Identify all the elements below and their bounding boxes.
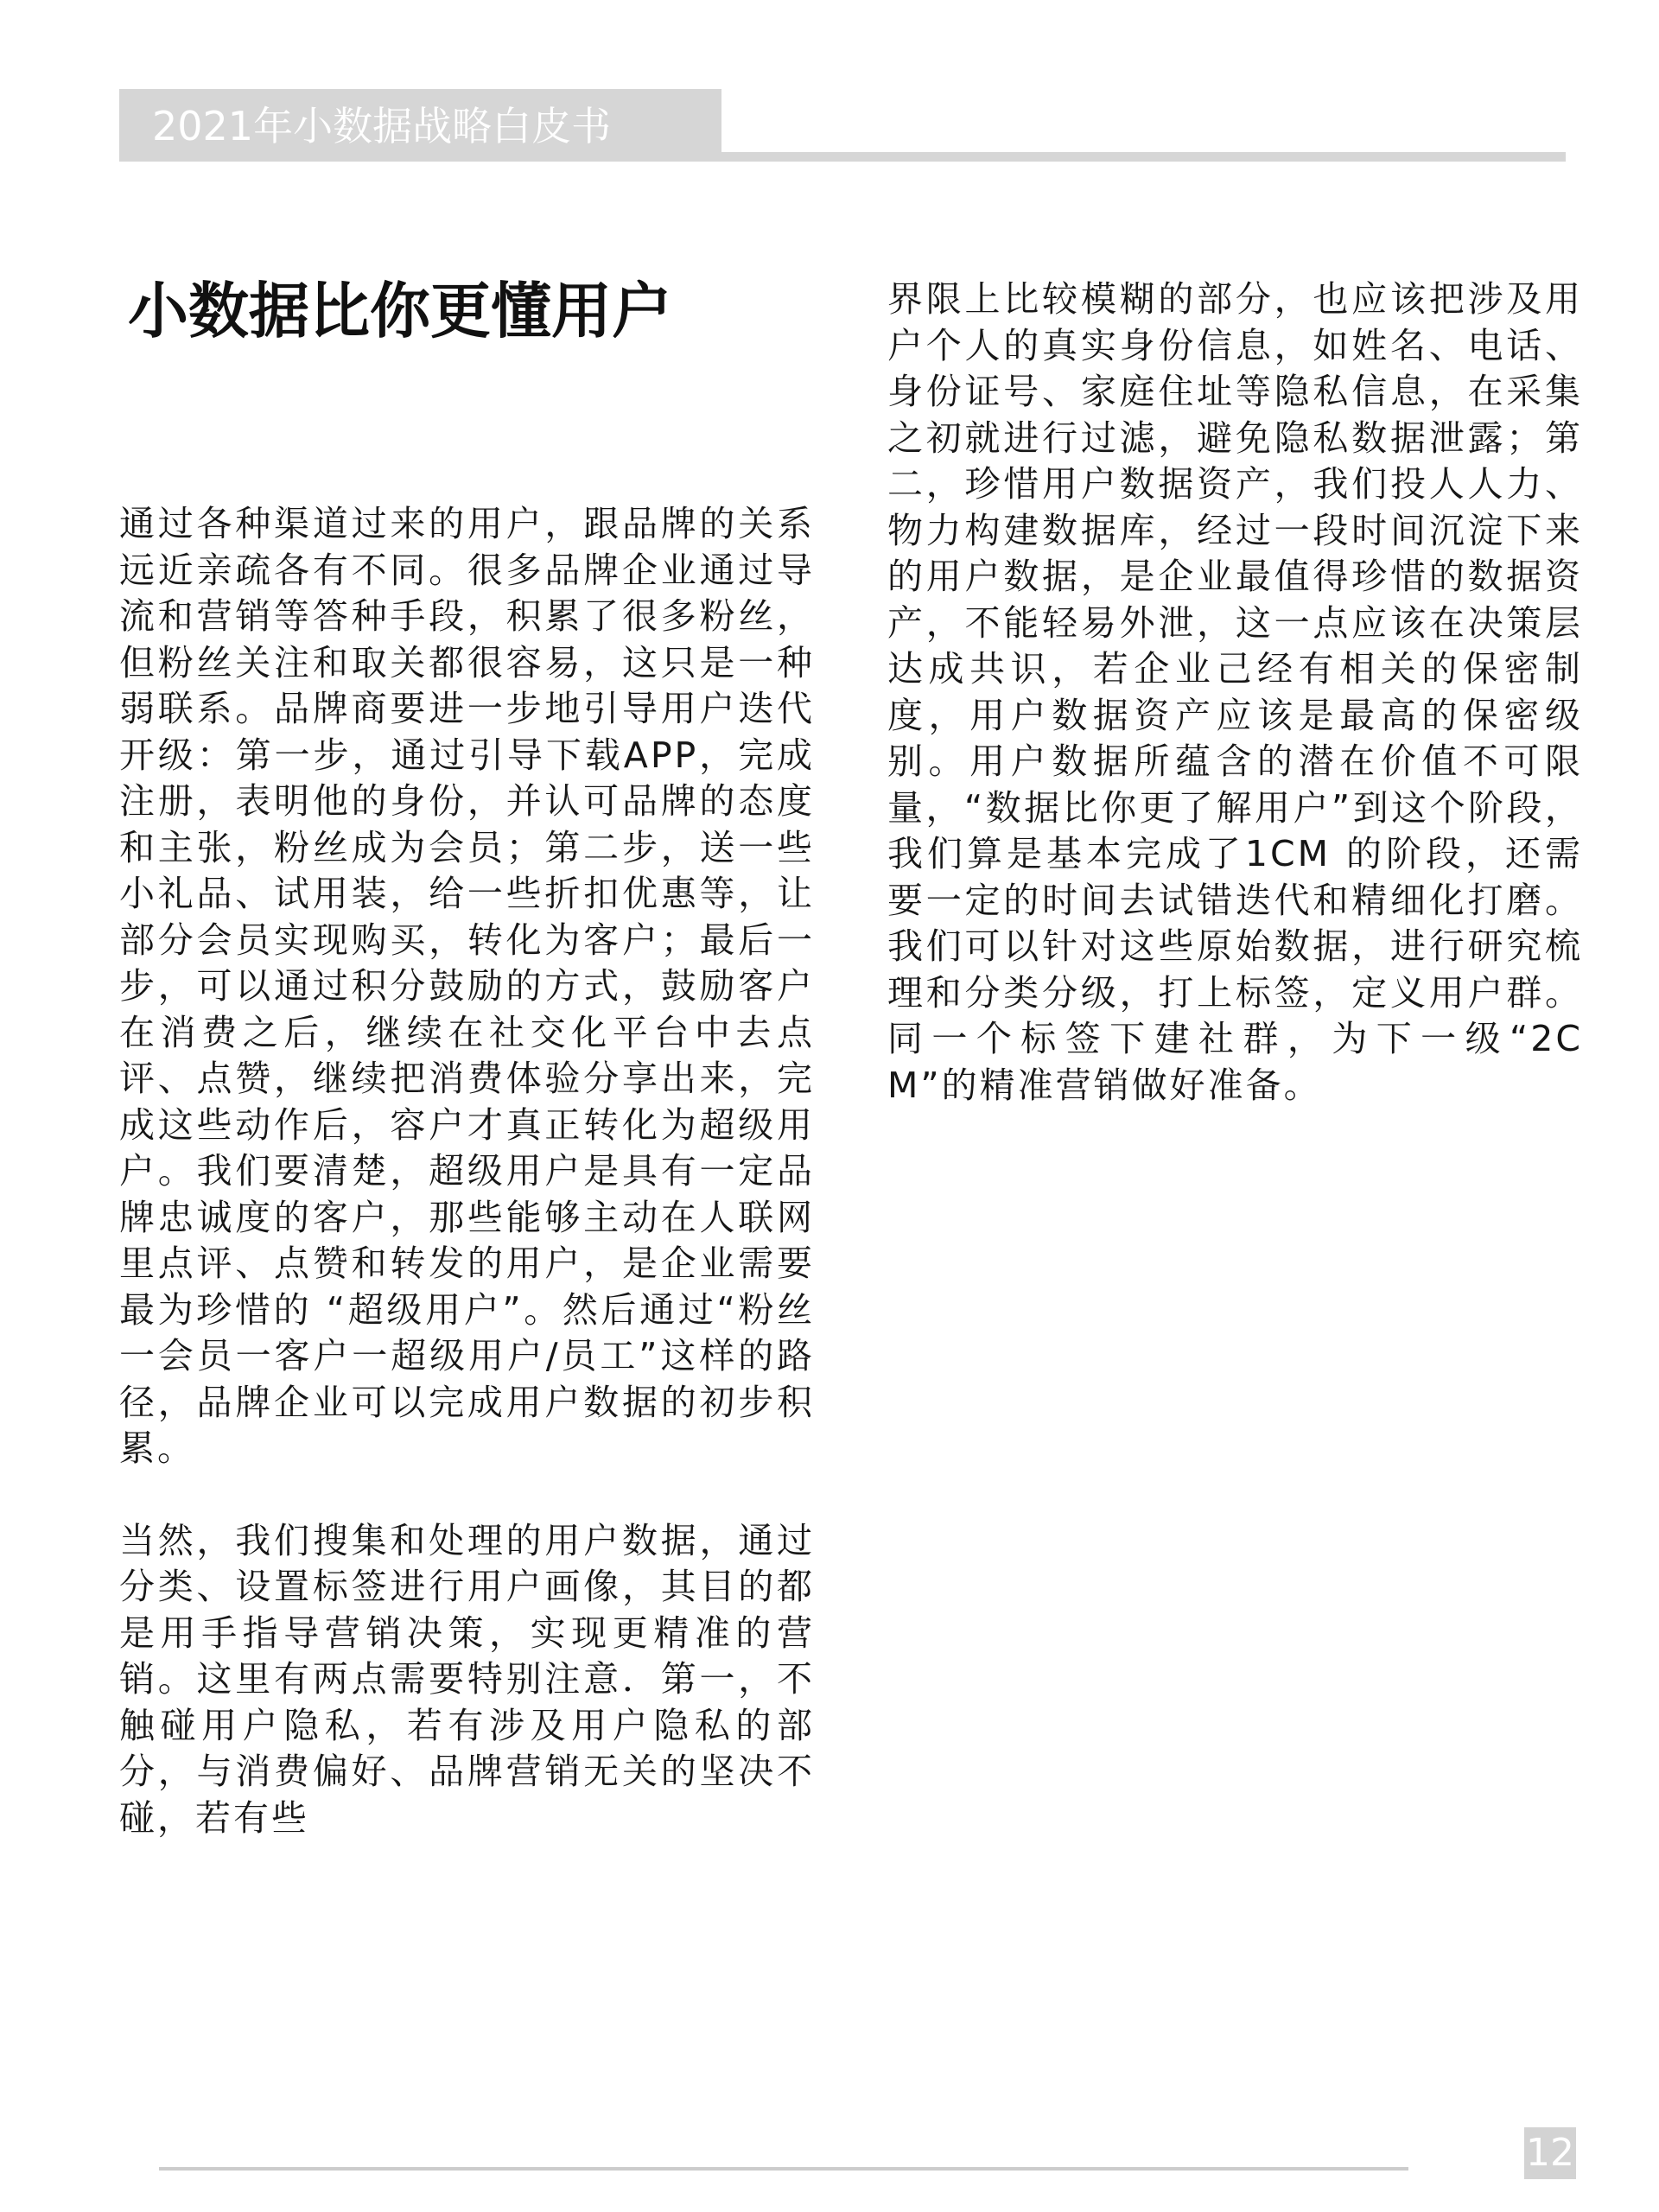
paragraph: 当然，我们搜集和处理的用户数据，通过分类、设置标签进行用户画像，其目的都是用手指导营销决策，实现更精准的营销。这里有两点需要特别注意．第一，不触碰用户隐私，若有涉及用户隐私的部分，与消费偏好、品牌营销无关的坚决不碰，若有些	[119, 1519, 815, 1839]
page-number: 12	[1524, 2127, 1576, 2179]
paragraph: 界限上比较模糊的部分，也应该把涉及用户个人的真实身份信息，如姓名、电话、身份证号、家庭住址等隐私信息，在采集之初就进行过滤，避免隐私数据泄露；第二，珍惜用户数据资产，我们投人人力、物力构建数据库，经过一段时间沉淀下来的用户数据，是企业最值得珍惜的数据资产，不能轻易外泄，这一点应该在决策层达成共识，若企业己经有相关的保密制度，用户数据资产应该是最高的保密级别。用户数据所蕴含的潜在价值不可限量，“数据比你更了解用户”到这个阶段，我们算是基本完成了1CM 的阶段，还需要一定的时间去试错迭代和精细化打磨。我们可以针对这些原始数据，进行研究梳理和分类分级，打上标签，定义用户群。同一个标签下建社群，为下一级“2CM”的精准营销做好准备。	[887, 278, 1583, 1106]
footer-rule	[159, 2167, 1408, 2171]
right-column	[887, 276, 1583, 1109]
header-rule	[721, 152, 1566, 162]
running-header-title: 2021年小数据战略白皮书	[152, 103, 612, 149]
left-column	[119, 501, 815, 1841]
paragraph: 通过各种渠道过来的用户，跟品牌的关系远近亲疏各有不同。很多品牌企业通过导流和营销等答种手段，积累了很多粉丝，但粉丝关注和取关都很容易，这只是一种弱联系。品牌商要进一步地引导用户迭代开级：第一步，通过引导下载APP，完成注册，表明他的身份，并认可品牌的态度和主张，粉丝成为会员；第二步，送一些小礼品、试用装，给一些折扣优惠等，让部分会员实现购买，转化为客户；最后一步，可以通过积分鼓励的方式，鼓励客户在消费之后，继续在社交化平台中去点评、点赞，继续把消费体验分享出来，完成这些动作后，容户才真正转化为超级用户。我们要清楚，超级用户是具有一定品牌忠诚度的客户，那些能够主动在人联网里点评、点赞和转发的用户，是企业需要最为珍惜的 “超级用户”。然后通过“粉丝一会员一客户一超级用户/员工”这样的路径，品牌企业可以完成用户数据的初步积累。	[119, 503, 815, 1469]
article-title: 小数据比你更懂用户	[128, 276, 672, 346]
